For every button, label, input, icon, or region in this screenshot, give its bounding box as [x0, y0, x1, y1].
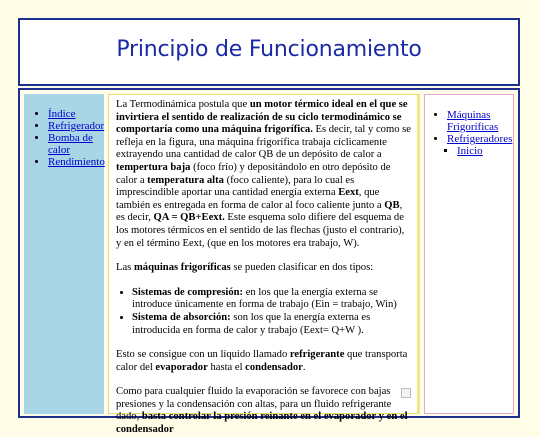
link-indice[interactable]: Índice — [48, 108, 76, 120]
broken-image-icon — [401, 388, 411, 398]
left-nav-item-refrigerador — [48, 120, 105, 132]
right-nav-item-refrigeradores — [447, 133, 513, 157]
link-bomba-de-calor[interactable]: Bomba de calor — [48, 132, 93, 156]
bold-term: tempertura baja — [116, 161, 191, 173]
left-nav-list — [30, 108, 105, 168]
right-nav-subitem-inicio — [457, 145, 513, 157]
type-name: Sistema de absorción: — [132, 311, 231, 323]
right-nav-item-maquinas — [447, 109, 513, 133]
list-item — [132, 287, 411, 312]
content-area — [108, 94, 420, 436]
text-segment: hasta el — [207, 361, 246, 373]
text-segment: Como para cualquier fluido la evaporación se favorece con bajas presiones y la condensación con altas, para un fluido refrigerante dado, — [116, 386, 392, 423]
left-sidebar — [24, 94, 104, 414]
bold-term: temperatura alta — [147, 174, 224, 186]
text-segment: Las — [116, 262, 134, 274]
refrigerant-paragraph — [116, 349, 411, 374]
text-segment: , es decir, — [116, 199, 403, 224]
left-nav-item-rendimiento — [48, 156, 105, 168]
type-name: Sistemas de compresión: — [132, 286, 244, 298]
bold-term: máquinas frigoríficas — [133, 262, 231, 274]
right-sidebar — [424, 94, 514, 414]
right-nav-sublist — [447, 145, 513, 157]
link-rendimiento[interactable]: Rendimiento — [48, 156, 105, 168]
text-segment: se pueden clasificar en dos tipos: — [230, 262, 374, 274]
text-segment: (foco frío) y depositándolo en otro depósito de calor a — [116, 161, 391, 186]
link-inicio[interactable]: Inicio — [457, 145, 483, 157]
left-nav-item-bomba-de-calor — [48, 132, 105, 156]
link-maquinas-frigorificas[interactable]: Máquinas Frigoríficas — [447, 109, 499, 133]
text-segment: que transporta calor del — [116, 349, 408, 373]
bold-term: condensador — [245, 361, 303, 373]
page-title: Principio de Funcionamiento — [116, 37, 422, 62]
link-refrigeradores[interactable]: Refrigeradores — [447, 133, 513, 145]
page-header — [18, 18, 520, 86]
text-segment: (foco caliente), para lo cual es imprescindible aportar una cantidad energía externa — [116, 174, 355, 199]
text-segment: Esto se consigue con un líquido llamado — [116, 349, 290, 361]
text-segment: . — [302, 361, 306, 373]
link-refrigerador[interactable]: Refrigerador — [48, 120, 105, 132]
bold-term: basta controlar la presión reinante en el evaporador y en el condensador — [116, 411, 408, 436]
intro-paragraph — [116, 99, 411, 250]
text-segment: , que también es entregada en forma de calor al foco caliente junto a — [116, 187, 385, 211]
right-nav-list — [429, 109, 513, 157]
bold-term: refrigerante — [289, 349, 345, 361]
pressure-paragraph — [116, 386, 411, 436]
classification-paragraph — [116, 262, 411, 275]
text-segment: Es decir, tal y como se refleja en la figura, una máquina frigorífica trabaja cíclicamente extrayendo una cantidad de calor QB de un depósito de calor a — [116, 124, 411, 161]
bold-term: Eext — [338, 187, 359, 199]
left-nav-item-indice — [48, 108, 105, 120]
text-segment: Este esquema solo difiere del esquema de los motores térmicos en el sentido de las flechas (justo el contrario), y en el término Eext, (que en los motores era trabajo, W). — [116, 212, 405, 249]
text-segment: La Termodinámica postula que — [116, 99, 250, 110]
types-list — [116, 287, 411, 337]
type-description: son los que la energía externa es introducida en forma de calor y trabajo (Eext= Q+W ). — [132, 311, 371, 336]
bold-equation: QA = QB+Eext. — [153, 212, 225, 224]
bold-thesis: un motor térmico ideal en el que se invirtiera el sentido de realización de su ciclo termodinámico se comportaría como una máquina frigorífica. — [116, 99, 408, 136]
bold-term: QB — [384, 199, 400, 211]
content-scroll — [109, 95, 417, 437]
bold-term: evaporador — [155, 361, 208, 373]
list-item — [132, 312, 411, 337]
type-description: en los que la energía externa se introduce únicamente en forma de trabajo (Ein = trabajo, Win) — [132, 286, 397, 311]
